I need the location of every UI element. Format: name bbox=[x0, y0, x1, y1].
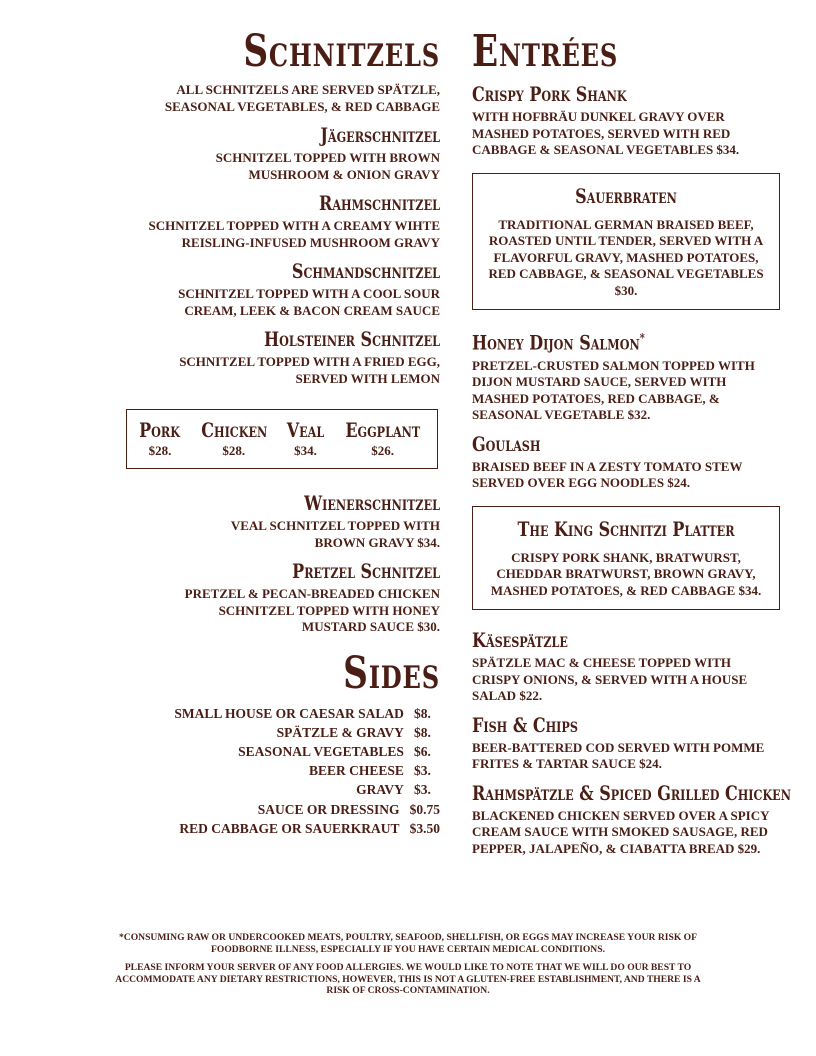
menu-item bbox=[472, 630, 790, 705]
side-item bbox=[118, 761, 440, 780]
item-name: Holsteiner Schnitzel bbox=[263, 327, 440, 351]
protein-name: Veal bbox=[286, 417, 325, 442]
raw-food-warning: *CONSUMING RAW OR UNDERCOOKED MEATS, POULTRY, SEAFOOD, SHELLFISH, OR EGGS MAY INCREASE YOUR RISK OF FOODBORNE ILLNESS, ESPECIALLY IF YOU HAVE CERTAIN MEDICAL CONDITIONS. bbox=[118, 932, 698, 955]
item-name-text: Honey Dijon Salmon bbox=[472, 330, 640, 355]
featured-box-sauerbraten bbox=[472, 173, 780, 311]
side-label: SEASONAL VEGETABLES bbox=[238, 743, 404, 759]
side-label: SAUCE OR DRESSING bbox=[257, 801, 400, 817]
schnitzels-title: Schnitzels bbox=[243, 26, 440, 77]
menu-item bbox=[118, 329, 440, 387]
right-column bbox=[472, 26, 791, 857]
protein-option bbox=[336, 417, 430, 459]
item-desc: VEAL SCHNITZEL TOPPED WITH BROWN GRAVY $34. bbox=[230, 518, 440, 550]
item-name: Rahmschnitzel bbox=[319, 191, 440, 215]
side-label: RED CABBAGE OR SAUERKRAUT bbox=[179, 820, 400, 836]
item-name: Sauerbraten bbox=[575, 183, 677, 208]
side-price: $3. bbox=[414, 763, 431, 779]
side-price: $8. bbox=[414, 724, 431, 740]
item-name: Rahmspätzle & Spiced Grilled Chicken bbox=[472, 780, 791, 805]
item-desc: CRISPY PORK SHANK, BRATWURST, CHEDDAR BRATWURST, BROWN GRAVY, MASHED POTATOES, & RED CABBAGE $34. bbox=[490, 549, 762, 598]
footer-notes bbox=[110, 932, 706, 997]
item-desc: SCHNITZEL TOPPED WITH A COOL SOUR CREAM, LEEK & BACON CREAM SAUCE bbox=[178, 286, 440, 318]
menu-item bbox=[472, 332, 790, 424]
side-label: SMALL HOUSE OR CAESAR SALAD bbox=[174, 705, 404, 721]
protein-name: Chicken bbox=[200, 417, 267, 442]
protein-price: $34. bbox=[294, 442, 317, 458]
item-name: Goulash bbox=[472, 431, 541, 456]
item-desc: SCHNITZEL TOPPED WITH BROWN MUSHROOM & ONION GRAVY bbox=[215, 150, 440, 182]
entrees-title: Entrées bbox=[472, 26, 619, 77]
item-desc: BLACKENED CHICKEN SERVED OVER A SPICY CREAM SAUCE WITH SMOKED SAUSAGE, RED PEPPER, JALAPEÑO, & CIABATTA BREAD $29. bbox=[472, 807, 770, 856]
item-name: Fish & Chips bbox=[472, 712, 578, 737]
side-price: $3.50 bbox=[409, 820, 440, 836]
side-item bbox=[118, 742, 440, 761]
item-desc: PRETZEL-CRUSTED SALMON TOPPED WITH DIJON MUSTARD SAUCE, SERVED WITH MASHED POTATOES, RED CABBAGE, & SEASONAL VEGETABLE $32. bbox=[472, 357, 755, 423]
protein-option bbox=[282, 417, 329, 459]
featured-box-platter bbox=[472, 506, 780, 611]
protein-price: $28. bbox=[148, 442, 172, 458]
item-desc: SCHNITZEL TOPPED WITH A FRIED EGG, SERVED WITH LEMON bbox=[179, 354, 440, 386]
menu-item bbox=[118, 561, 440, 636]
protein-price: $28. bbox=[222, 442, 246, 458]
item-desc: SCHNITZEL TOPPED WITH A CREAMY WIHTE REISLING-INFUSED MUSHROOM GRAVY bbox=[148, 218, 440, 250]
menu-item bbox=[472, 712, 790, 773]
menu-item bbox=[472, 780, 791, 858]
side-price: $0.75 bbox=[409, 801, 440, 817]
side-item bbox=[118, 780, 440, 799]
side-label: GRAVY bbox=[356, 782, 404, 798]
menu-item bbox=[118, 193, 440, 251]
side-item bbox=[118, 704, 440, 723]
menu-item bbox=[118, 125, 440, 183]
menu-item bbox=[472, 431, 790, 492]
protein-name: Eggplant bbox=[345, 417, 421, 442]
item-desc: BRAISED BEEF IN A ZESTY TOMATO STEW SERVED OVER EGG NOODLES $24. bbox=[472, 458, 743, 491]
raw-warning-mark: * bbox=[639, 331, 645, 345]
item-name: Käsespätzle bbox=[472, 628, 568, 653]
side-price: $3. bbox=[414, 782, 431, 798]
protein-choice-box bbox=[126, 409, 438, 469]
item-desc: BEER-BATTERED COD SERVED WITH POMME FRITES & TARTAR SAUCE $24. bbox=[472, 739, 765, 772]
schnitzels-intro: ALL SCHNITZELS ARE SERVED SPÄTZLE, SEASONAL VEGETABLES, & RED CABBAGE bbox=[164, 82, 440, 114]
item-name: Pretzel Schnitzel bbox=[292, 559, 440, 583]
protein-option bbox=[193, 417, 275, 459]
menu-item bbox=[118, 261, 440, 319]
side-item bbox=[118, 723, 440, 742]
item-name: The King Schnitzi Platter bbox=[517, 516, 735, 541]
protein-price: $26. bbox=[371, 442, 395, 458]
item-desc: SPÄTZLE MAC & CHEESE TOPPED WITH CRISPY ONIONS, & SERVED WITH A HOUSE SALAD $22. bbox=[472, 655, 748, 704]
side-label: BEER CHEESE bbox=[308, 763, 404, 779]
menu-item bbox=[472, 84, 790, 159]
item-desc: TRADITIONAL GERMAN BRAISED BEEF, ROASTED UNTIL TENDER, SERVED WITH A FLAVORFUL GRAVY, MASHED POTATOES, RED CABBAGE, & SEASONAL VEGETABLES $30. bbox=[488, 216, 764, 298]
item-name: Schmandschnitzel bbox=[291, 259, 440, 283]
side-item bbox=[118, 800, 440, 819]
menu-item bbox=[118, 493, 440, 551]
item-desc: WITH HOFBRÄU DUNKEL GRAVY OVER MASHED POTATOES, SERVED WITH RED CABBAGE & SEASONAL VEGETABLES $34. bbox=[472, 109, 740, 157]
left-column bbox=[118, 26, 440, 838]
protein-name: Pork bbox=[139, 417, 181, 442]
side-item bbox=[118, 819, 440, 838]
item-name: Jägerschnitzel bbox=[320, 123, 440, 147]
item-desc: PRETZEL & PECAN-BREADED CHICKEN SCHNITZEL TOPPED WITH HONEY MUSTARD SAUCE $30. bbox=[184, 586, 440, 634]
side-price: $6. bbox=[414, 743, 431, 759]
item-name: Wienerschnitzel bbox=[304, 491, 440, 515]
item-name: Crispy Pork Shank bbox=[472, 82, 627, 106]
sides-list bbox=[118, 704, 440, 838]
side-label: SPÄTZLE & GRAVY bbox=[276, 724, 404, 740]
sides-title: Sides bbox=[343, 647, 440, 699]
item-name bbox=[472, 332, 726, 354]
allergy-notice: PLEASE INFORM YOUR SERVER OF ANY FOOD ALLERGIES. WE WOULD LIKE TO NOTE THAT WE WILL DO OUR BEST TO ACCOMMODATE ANY DIETARY RESTRICTIONS, HOWEVER, THIS IS NOT A GLUTEN-FREE ESTABLISHMENT, AND THERE IS A RISK OF CROSS-CONTAMINATION. bbox=[115, 962, 701, 996]
protein-option bbox=[134, 417, 185, 459]
side-price: $8. bbox=[414, 705, 431, 721]
